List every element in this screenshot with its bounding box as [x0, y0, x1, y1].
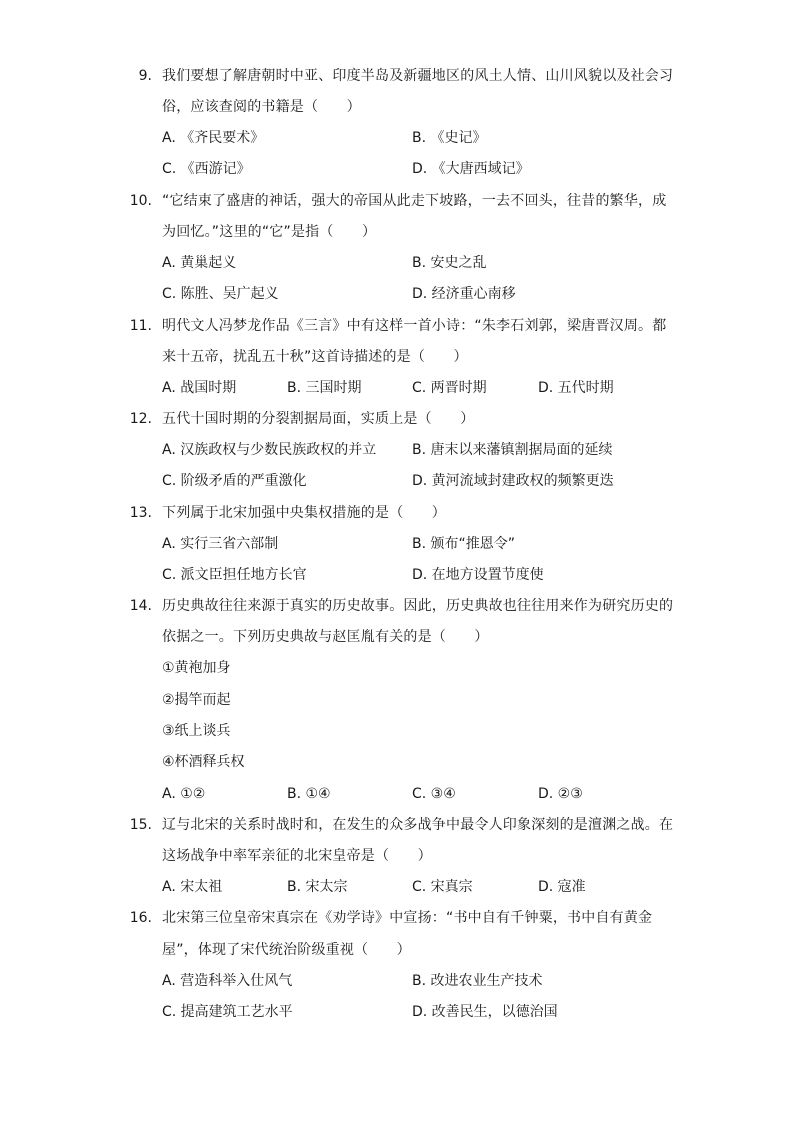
option-d: D. 五代时期 [538, 380, 614, 396]
question-number: 14. [129, 598, 152, 614]
list-item: ②揭竿而起 [162, 692, 231, 708]
option-d: D. 改善民生，以德治国 [412, 1004, 558, 1020]
option-a: A. 宋太祖 [162, 879, 223, 895]
option-c: C. 宋真宗 [412, 879, 473, 895]
option-b: B. 安史之乱 [412, 255, 487, 271]
question-text: 来十五帝，扰乱五十秋”这首诗描述的是（ ） [162, 349, 468, 365]
option-d: D. 黄河流域封建政权的频繁更迭 [412, 473, 614, 489]
question-text: 依据之一。下列历史典故与赵匡胤有关的是（ ） [162, 629, 489, 645]
question-text: 我们要想了解唐朝时中亚、印度半岛及新疆地区的风土人情、山川风貌以及社会习 [162, 68, 674, 84]
option-c: C. 两晋时期 [412, 380, 487, 396]
question-number: 13. [129, 505, 152, 521]
question-text: 俗，应该查阅的书籍是（ ） [162, 99, 361, 115]
question-text: 为回忆。”这里的“它”是指（ ） [162, 224, 377, 240]
question-text: 屋”，体现了宋代统治阶级重视（ ） [162, 942, 411, 958]
question-number: 12. [129, 411, 152, 427]
option-b: B. ①④ [287, 786, 331, 802]
question-number: 16. [129, 910, 152, 926]
option-d: D. 在地方设置节度使 [412, 567, 544, 583]
question-number: 10. [129, 193, 152, 209]
option-a: A. 黄巢起义 [162, 255, 237, 271]
option-c: C. 阶级矛盾的严重激化 [162, 473, 307, 489]
option-d: D. 《大唐西域记》 [412, 161, 530, 177]
question-text: “它结束了盛唐的神话，强大的帝国从此走下坡路，一去不回头，往昔的繁华，成 [162, 193, 667, 209]
option-a: A. 汉族政权与少数民族政权的并立 [162, 442, 377, 458]
question-number: 15. [129, 817, 152, 833]
question-text: 明代文人冯梦龙作品《三言》中有这样一首小诗：“朱李石刘郭，梁唐晋汉周。都 [162, 318, 667, 334]
option-a: A. 营造科举入仕风气 [162, 973, 293, 989]
list-item: ③纸上谈兵 [162, 723, 231, 739]
option-a: A. 实行三省六部制 [162, 536, 279, 552]
option-c: C. 提高建筑工艺水平 [162, 1004, 293, 1020]
option-c: C. 派文臣担任地方长官 [162, 567, 307, 583]
question-text: 这场战争中率军亲征的北宋皇帝是（ ） [162, 848, 432, 864]
option-d: D. 寇准 [538, 879, 586, 895]
list-item: ①黄袍加身 [162, 660, 231, 676]
option-c: C. 陈胜、吴广起义 [162, 286, 279, 302]
option-b: B. 改进农业生产技术 [412, 973, 543, 989]
option-c: C. 《西游记》 [162, 161, 251, 177]
question-text: 五代十国时期的分裂割据局面，实质上是（ ） [162, 411, 475, 427]
question-text: 下列属于北宋加强中央集权措施的是（ ） [162, 505, 446, 521]
question-text: 历史典故往往来源于真实的历史故事。因此，历史典故也往往用来作为研究历史的 [162, 598, 674, 614]
option-c: C. ③④ [412, 786, 456, 802]
option-b: B. 三国时期 [287, 380, 362, 396]
option-d: D. 经济重心南移 [412, 286, 516, 302]
question-number: 11. [129, 318, 152, 334]
question-text: 辽与北宋的关系时战时和，在发生的众多战争中最令人印象深刻的是澶渊之战。在 [162, 817, 674, 833]
option-a: A. 《齐民要术》 [162, 130, 265, 146]
option-b: B. 宋太宗 [287, 879, 348, 895]
option-a: A. 战国时期 [162, 380, 237, 396]
option-d: D. ②③ [538, 786, 583, 802]
question-number: 9. [138, 68, 152, 84]
question-text: 北宋第三位皇帝宋真宗在《劝学诗》中宣扬：“书中自有千钟粟，书中自有黄金 [162, 910, 653, 926]
option-b: B. 颁布“推恩令” [412, 536, 516, 552]
option-a: A. ①② [162, 786, 206, 802]
option-b: B. 《史记》 [412, 130, 487, 146]
option-b: B. 唐末以来藩镇割据局面的延续 [412, 442, 613, 458]
list-item: ④杯酒释兵权 [162, 754, 245, 770]
